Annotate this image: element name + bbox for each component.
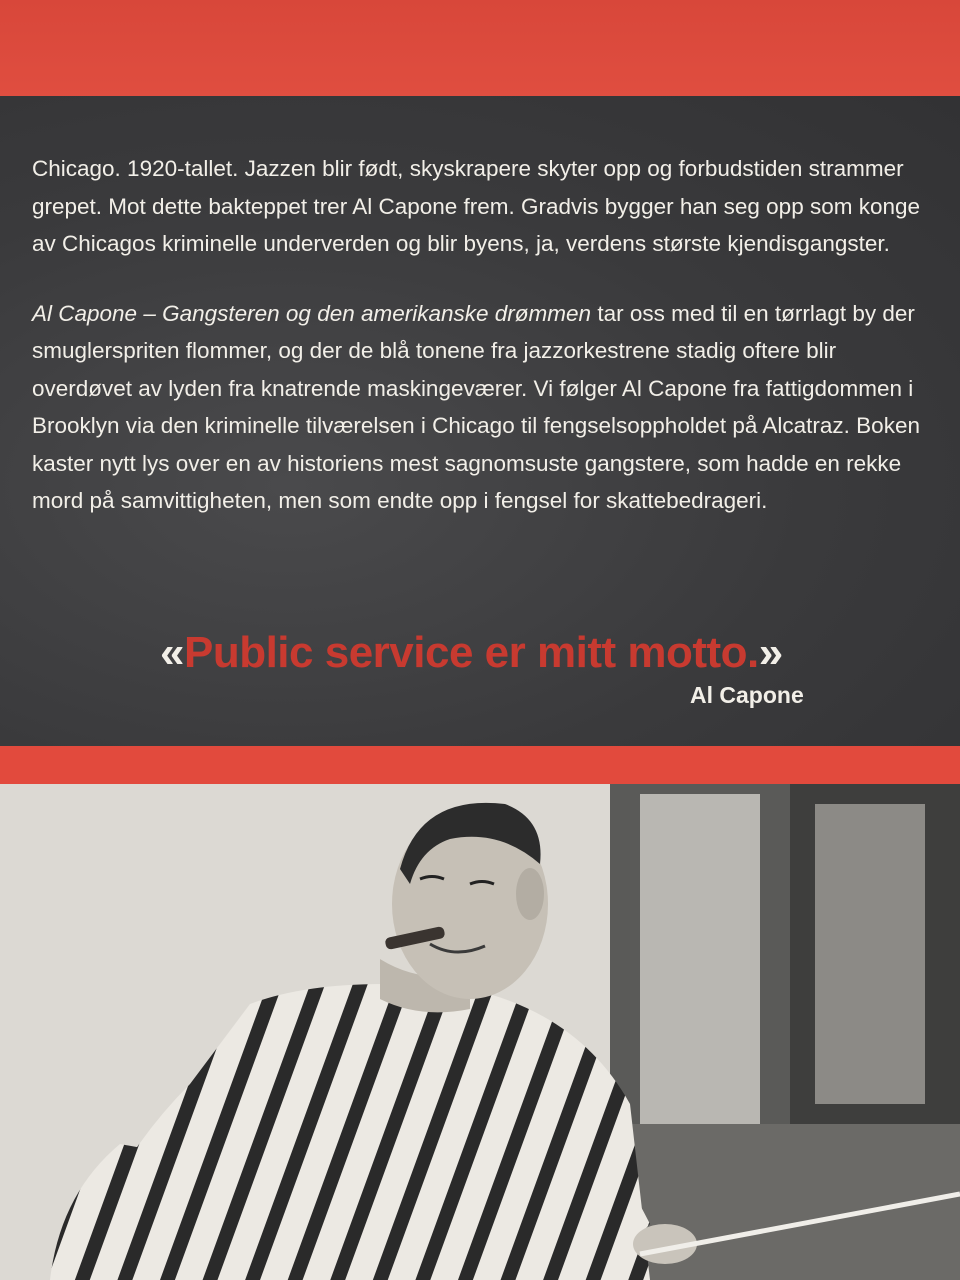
book-title-reference: Al Capone – Gangsteren og den amerikanske drømmen bbox=[32, 300, 592, 326]
pull-quote bbox=[160, 628, 920, 678]
blurb-paragraph-1: Chicago. 1920-tallet. Jazzen blir født, skyskrapere skyter opp og forbudstiden strammer grepet. Mot dette bakteppet trer Al Capone frem. Gradvis bygger han seg opp som konge av Chicagos kriminelle underverden og blir byens, ja, verdens største kjendisgangster. bbox=[32, 156, 921, 256]
top-red-band bbox=[0, 0, 960, 100]
photo-al-capone bbox=[0, 784, 960, 1280]
blurb-paragraph-2-body: tar oss med til en tørrlagt by der smuglerspriten flommer, og der de blå tonene fra jazzorkestrene stadig oftere blir overdøvet av lyden fra knatrende maskingeværer. Vi følger Al Capone fra fattigdommen i Brooklyn via den kriminelle tilværelsen i Chicago til fengselsoppholdet på Alcatraz. Boken kaster nytt lys over en av historiens mest sagnomsuste gangstere, som hadde en rekke mord på samvittigheten, men som endte opp i fengsel for skattebedrageri. bbox=[32, 300, 920, 513]
quote-close-mark: » bbox=[758, 628, 783, 677]
quote-attribution: Al Capone bbox=[690, 682, 804, 708]
quote-text: Public service er mitt motto. bbox=[183, 628, 759, 677]
back-cover-blurb bbox=[32, 150, 932, 552]
middle-red-band bbox=[0, 746, 960, 784]
blurb-paragraph-2 bbox=[32, 295, 932, 520]
quote-open-mark: « bbox=[160, 628, 184, 677]
photo-illustration bbox=[0, 784, 960, 1280]
